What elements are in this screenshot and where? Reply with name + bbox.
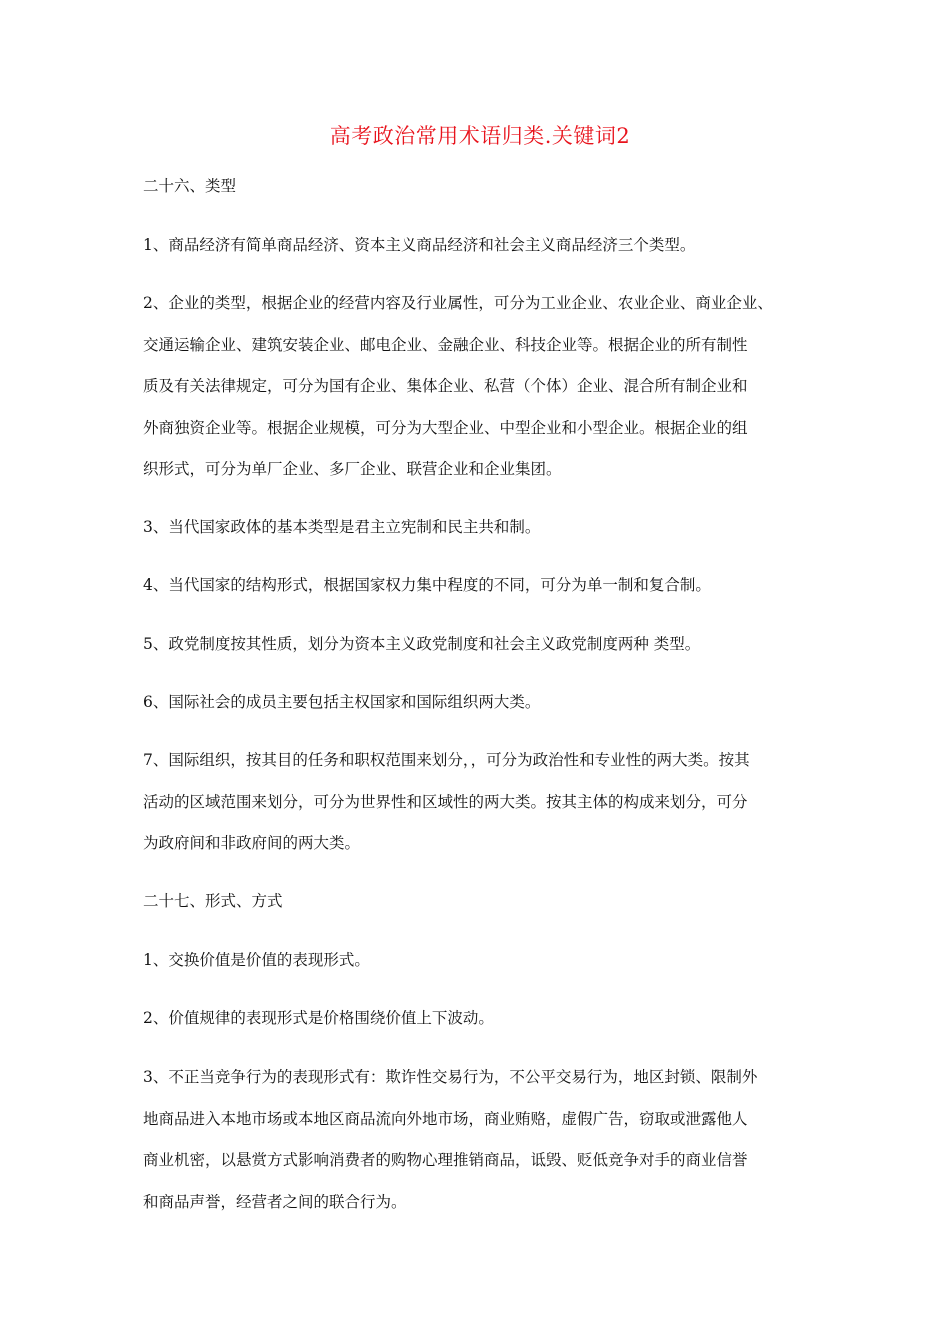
text-line: 质及有关法律规定，可分为国有企业、集体企业、私营（个体）企业、混合所有制企业和 <box>143 377 748 395</box>
text-line: 交通运输企业、建筑安装企业、邮电企业、金融企业、科技企业等。根据企业的所有制性 <box>143 335 748 354</box>
text-line: 为政府间和非政府间的两大类。 <box>143 834 361 852</box>
text-line: 2、价值规律的表现形式是价格围绕价值上下波动。 <box>143 1009 494 1027</box>
text-line: 地商品进入本地市场或本地区商品流向外地市场，商业贿赂，虚假广告，窃取或泄露他人 <box>143 1109 748 1128</box>
paragraph <box>143 283 823 491</box>
text-line: 和商品声誉，经营者之间的联合行为。 <box>143 1192 407 1211</box>
paragraph <box>143 682 823 724</box>
text-line: 商业机密，以悬赏方式影响消费者的购物心理推销商品，诋毁、贬低竞争对手的商业信誉 <box>143 1151 748 1169</box>
text-line: 活动的区域范围来划分，可分为世界性和区域性的两大类。按其主体的构成来划分，可分 <box>143 792 748 811</box>
paragraph <box>143 940 823 982</box>
text-line: 5、政党制度按其性质，划分为资本主义政党制度和社会主义政党制度两种 类型。 <box>143 635 701 653</box>
section-heading: 二十七、形式、方式 <box>143 892 283 910</box>
paragraph <box>143 225 823 267</box>
paragraph <box>143 1057 823 1223</box>
text-line: 外商独资企业等。根据企业规模，可分为大型企业、中型企业和小型企业。根据企业的组 <box>143 418 748 437</box>
text-line: 7、国际组织，按其目的任务和职权范围来划分，，可分为政治性和专业性的两大类。按其 <box>143 751 750 769</box>
text-line: 3、当代国家政体的基本类型是君主立宪制和民主共和制。 <box>143 518 541 536</box>
document-title: 高考政治常用术语归类.关键词2 <box>329 124 631 148</box>
paragraph <box>143 740 823 865</box>
text-line: 3、不正当竞争行为的表现形式有：欺诈性交易行为，不公平交易行为，地区封锁、限制外 <box>143 1068 758 1086</box>
paragraph <box>143 624 823 666</box>
text-line: 4、当代国家的结构形式，根据国家权力集中程度的不同，可分为单一制和复合制。 <box>143 576 711 594</box>
paragraph <box>143 998 823 1040</box>
text-line: 织形式，可分为单厂企业、多厂企业、联营企业和企业集团。 <box>143 460 562 478</box>
text-line: 1、商品经济有简单商品经济、资本主义商品经济和社会主义商品经济三个类型。 <box>143 236 696 254</box>
text-line: 1、交换价值是价值的表现形式。 <box>143 951 370 969</box>
text-line: 2、企业的类型，根据企业的经营内容及行业属性，可分为工业企业、农业企业、商业企业、 <box>143 294 773 312</box>
paragraph <box>143 507 823 549</box>
text-line: 6、国际社会的成员主要包括主权国家和国际组织两大类。 <box>143 693 541 711</box>
paragraph <box>143 565 823 607</box>
section-heading: 二十六、类型 <box>143 177 237 195</box>
